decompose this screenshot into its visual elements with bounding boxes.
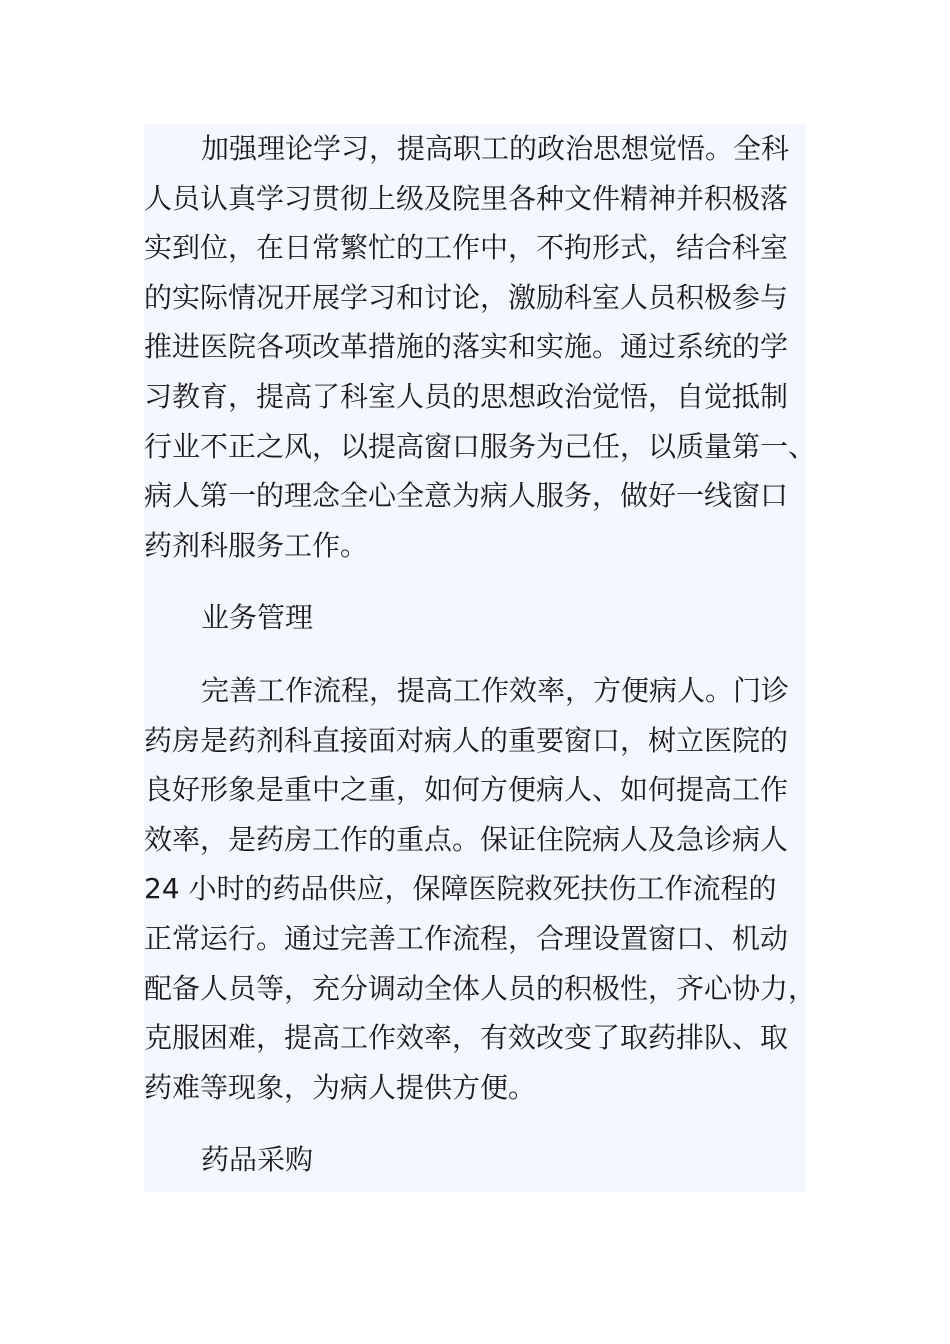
text-line: 实到位，在日常繁忙的工作中，不拘形式，结合科室	[144, 231, 789, 265]
text-line: 习教育，提高了科室人员的思想政治觉悟，自觉抵制	[144, 379, 789, 413]
text-line: 效率，是药房工作的重点。保证住院病人及急诊病人	[144, 822, 789, 856]
text-line: 的实际情况开展学习和讨论，激励科室人员积极参与	[144, 280, 789, 314]
text-line: 完善工作流程，提高工作效率，方便病人。门诊	[201, 673, 790, 707]
text-line: 人员认真学习贯彻上级及院里各种文件精神并积极落	[144, 181, 789, 215]
paragraph-spacer	[144, 570, 844, 593]
text-line: 24 小时的药品供应，保障医院救死扶伤工作流程的	[144, 872, 777, 906]
text-line: 药难等现象，为病人提供方便。	[144, 1070, 537, 1104]
section-heading-drug-procurement: 药品采购	[201, 1143, 314, 1177]
paragraph-spacer	[144, 643, 844, 666]
text-line: 推进医院各项改革措施的落实和实施。通过系统的学	[144, 330, 789, 364]
text-line: 行业不正之风，以提高窗口服务为己任，以质量第一、	[144, 429, 817, 463]
text-line: 克服困难，提高工作效率，有效改变了取药排队、取	[144, 1021, 789, 1055]
document-body	[144, 124, 844, 1185]
text-line: 病人第一的理念全心全意为病人服务，做好一线窗口	[144, 479, 789, 513]
paragraph-workflow	[144, 666, 844, 1112]
paragraph-spacer	[144, 1112, 844, 1135]
text-line: 配备人员等，充分调动全体人员的积极性，齐心协力，	[144, 971, 817, 1005]
section-heading-business-management: 业务管理	[201, 601, 314, 635]
text-line: 药剂科服务工作。	[144, 528, 369, 562]
text-line: 加强理论学习，提高职工的政治思想觉悟。全科	[201, 132, 790, 165]
text-line: 药房是药剂科直接面对病人的重要窗口，树立医院的	[144, 723, 789, 757]
paragraph-political-study	[144, 124, 844, 570]
text-line: 良好形象是重中之重，如何方便病人、如何提高工作	[144, 773, 789, 807]
text-line: 正常运行。通过完善工作流程，合理设置窗口、机动	[144, 921, 789, 955]
